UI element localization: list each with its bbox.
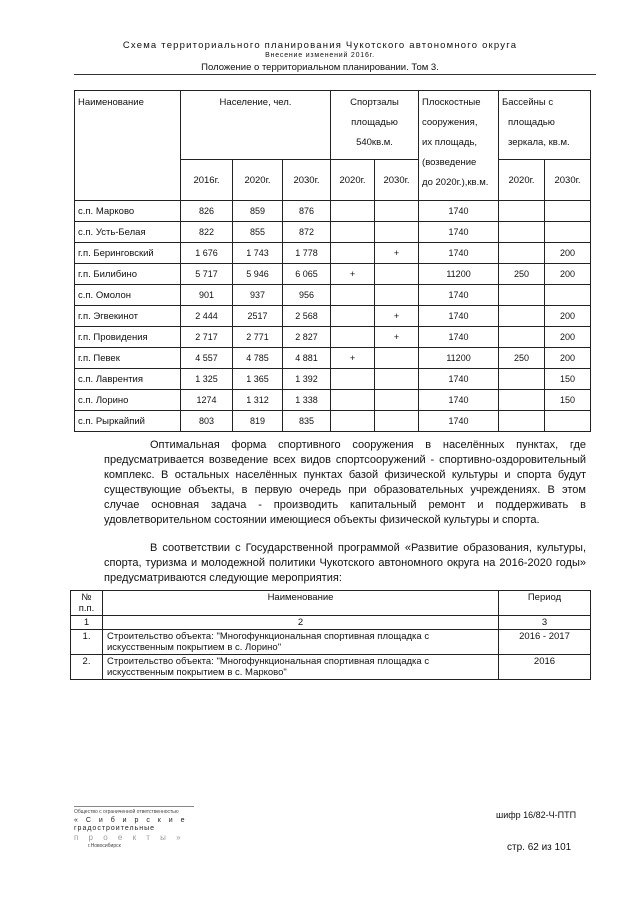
- header-pools: Бассейны с площадью зеркала, кв.м.: [499, 91, 591, 160]
- paragraph-state-program: В соответствии с Государственной программой «Развитие образования, культуры, спорта, туризма и молодежной политики Чукотского автономного округа на 2016-2020 годы» предусматриваются следующие мероприятия:: [104, 542, 586, 584]
- table-row: [75, 243, 591, 264]
- row-name: Строительство объекта: "Многофункциональная спортивная площадка с искусственным покрытием в с. Лорино": [103, 630, 499, 655]
- cell-flat: 1740: [419, 201, 499, 222]
- cell-pool2020: [499, 306, 545, 327]
- cell-pool2020: 250: [499, 348, 545, 369]
- header-pool-2030: 2030г.: [545, 160, 591, 201]
- header-gym-2020: 2020г.: [331, 160, 375, 201]
- paragraph-optimal-form: Оптимальная форма спортивного сооружения в населённых пунктах, где предусматривается возведение всех видов спортсооружений - спортивно-оздоровительный комплекс. В остальных населённых пунктах базой физической культуры и спорта будут существующие объекты, в первую очередь при образовательных учреждениях. В этом случае основная задача - производить капитальный ремонт и поддерживать в удовлетворительном состоянии имеющиеся объекты физической культуры и спорта.: [104, 439, 586, 526]
- cell-g2030: [375, 222, 419, 243]
- header-2030: 2030г.: [283, 160, 331, 201]
- cell-flat: 1740: [419, 243, 499, 264]
- cell-g2030: +: [375, 243, 419, 264]
- cell-g2030: [375, 348, 419, 369]
- cell-pool2020: [499, 201, 545, 222]
- cell-p2016: 2 717: [181, 327, 233, 348]
- cell-name: г.п. Певек: [75, 348, 181, 369]
- cell-name: с.п. Усть-Белая: [75, 222, 181, 243]
- cell-pool2020: 250: [499, 264, 545, 285]
- cell-p2030: 1 338: [283, 390, 331, 411]
- table-row: [75, 390, 591, 411]
- cell-flat: 11200: [419, 264, 499, 285]
- cell-p2020: 1 312: [233, 390, 283, 411]
- table-row: [75, 264, 591, 285]
- cell-g2020: [331, 369, 375, 390]
- cell-flat: 1740: [419, 285, 499, 306]
- cell-flat: 1740: [419, 411, 499, 432]
- header-pool-2020: 2020г.: [499, 160, 545, 201]
- cell-p2020: 855: [233, 222, 283, 243]
- cell-g2030: [375, 411, 419, 432]
- row-period: 2016 - 2017: [499, 630, 591, 655]
- cell-name: г.п. Билибино: [75, 264, 181, 285]
- index-3: 3: [499, 616, 591, 630]
- table-row: [75, 285, 591, 306]
- cell-g2030: [375, 201, 419, 222]
- cell-pool2030: 200: [545, 348, 591, 369]
- cell-flat: 1740: [419, 369, 499, 390]
- row-period: 2016: [499, 655, 591, 680]
- table-row: [75, 327, 591, 348]
- cell-g2020: [331, 390, 375, 411]
- header-divider: [74, 74, 596, 75]
- cell-pool2020: [499, 285, 545, 306]
- index-2: 2: [103, 616, 499, 630]
- header-gyms: Спортзалы площадью 540кв.м.: [331, 91, 419, 160]
- cell-p2030: 876: [283, 201, 331, 222]
- cell-pool2020: [499, 243, 545, 264]
- cell-pool2030: 200: [545, 264, 591, 285]
- cell-name: с.п. Лаврентия: [75, 369, 181, 390]
- cell-name: г.п. Провидения: [75, 327, 181, 348]
- cell-pool2030: [545, 222, 591, 243]
- cell-g2020: [331, 285, 375, 306]
- cell-p2016: 1 325: [181, 369, 233, 390]
- cell-pool2030: [545, 411, 591, 432]
- cell-pool2020: [499, 390, 545, 411]
- cell-g2030: [375, 369, 419, 390]
- cell-name: г.п. Беринговский: [75, 243, 181, 264]
- cell-pool2030: 200: [545, 327, 591, 348]
- table-row: [75, 306, 591, 327]
- page-number: стр. 62 из 101: [507, 842, 572, 853]
- cell-g2020: [331, 222, 375, 243]
- cell-p2020: 4 785: [233, 348, 283, 369]
- header-num: № п.п.: [71, 591, 103, 616]
- table-row: [75, 201, 591, 222]
- cell-p2030: 1 778: [283, 243, 331, 264]
- cell-name: с.п. Лорино: [75, 390, 181, 411]
- cell-g2020: [331, 243, 375, 264]
- sports-facilities-table: [74, 90, 591, 432]
- header-population: Население, чел.: [181, 91, 331, 160]
- measures-header-row: [71, 591, 591, 616]
- cell-g2020: [331, 411, 375, 432]
- cell-p2020: 5 946: [233, 264, 283, 285]
- table-header-row: [75, 91, 591, 160]
- row-name: Строительство объекта: "Многофункциональная спортивная площадка с искусственным покрытием в с. Марково": [103, 655, 499, 680]
- cell-p2016: 1274: [181, 390, 233, 411]
- cell-flat: 11200: [419, 348, 499, 369]
- table-row: [75, 369, 591, 390]
- cell-g2030: [375, 264, 419, 285]
- cell-p2016: 803: [181, 411, 233, 432]
- cell-g2020: [331, 201, 375, 222]
- cell-pool2020: [499, 369, 545, 390]
- header-gym-2030: 2030г.: [375, 160, 419, 201]
- cell-p2016: 822: [181, 222, 233, 243]
- cell-flat: 1740: [419, 327, 499, 348]
- cell-p2030: 4 881: [283, 348, 331, 369]
- cell-p2020: 2 771: [233, 327, 283, 348]
- cell-pool2030: 150: [545, 369, 591, 390]
- header-2020: 2020г.: [233, 160, 283, 201]
- header-2016: 2016г.: [181, 160, 233, 201]
- cell-name: с.п. Марково: [75, 201, 181, 222]
- cell-pool2020: [499, 222, 545, 243]
- cell-p2020: 2517: [233, 306, 283, 327]
- cell-p2020: 1 743: [233, 243, 283, 264]
- measures-table: [70, 590, 591, 680]
- cell-p2020: 819: [233, 411, 283, 432]
- cell-p2016: 4 557: [181, 348, 233, 369]
- cell-pool2030: 200: [545, 243, 591, 264]
- document-title: Схема территориального планирования Чукотского автономного округа: [122, 40, 518, 51]
- document-code: шифр 16/82-Ч-ПТП: [496, 810, 577, 820]
- document-section: Положение о территориальном планировании. Том 3.: [201, 62, 439, 73]
- cell-p2016: 901: [181, 285, 233, 306]
- header-flat-structures: Плоскостные сооружения, их площадь, (возведение до 2020г.),кв.м.: [419, 91, 499, 201]
- row-num: 2.: [71, 655, 103, 680]
- table-row: [71, 630, 591, 655]
- cell-pool2020: [499, 411, 545, 432]
- cell-pool2030: 150: [545, 390, 591, 411]
- cell-flat: 1740: [419, 222, 499, 243]
- cell-name: с.п. Рыркайпий: [75, 411, 181, 432]
- cell-pool2020: [499, 327, 545, 348]
- cell-p2030: 2 568: [283, 306, 331, 327]
- index-1: 1: [71, 616, 103, 630]
- cell-g2030: [375, 285, 419, 306]
- cell-name: г.п. Эгвекинот: [75, 306, 181, 327]
- cell-pool2030: 200: [545, 306, 591, 327]
- cell-p2030: 956: [283, 285, 331, 306]
- cell-p2020: 1 365: [233, 369, 283, 390]
- cell-g2020: +: [331, 348, 375, 369]
- table-row: [71, 655, 591, 680]
- cell-p2016: 826: [181, 201, 233, 222]
- cell-name: с.п. Омолон: [75, 285, 181, 306]
- cell-g2020: [331, 306, 375, 327]
- cell-p2020: 937: [233, 285, 283, 306]
- company-logo: Общество с ограниченной ответственностью « С и б и р с к и е градостроительные п р о е к т ы » г.Новосибирск: [74, 806, 194, 851]
- cell-p2030: 1 392: [283, 369, 331, 390]
- cell-p2030: 2 827: [283, 327, 331, 348]
- cell-g2030: +: [375, 306, 419, 327]
- cell-pool2030: [545, 201, 591, 222]
- table-row: [75, 222, 591, 243]
- table-row: [75, 348, 591, 369]
- document-subtitle: Внесение изменений 2016г.: [265, 52, 375, 59]
- cell-p2020: 859: [233, 201, 283, 222]
- cell-flat: 1740: [419, 390, 499, 411]
- header-name: Наименование: [75, 91, 181, 201]
- cell-p2030: 6 065: [283, 264, 331, 285]
- header-period: Период: [499, 591, 591, 616]
- cell-p2016: 1 676: [181, 243, 233, 264]
- cell-p2030: 835: [283, 411, 331, 432]
- cell-pool2030: [545, 285, 591, 306]
- cell-flat: 1740: [419, 306, 499, 327]
- cell-g2020: +: [331, 264, 375, 285]
- row-num: 1.: [71, 630, 103, 655]
- cell-g2030: +: [375, 327, 419, 348]
- cell-p2016: 2 444: [181, 306, 233, 327]
- measures-index-row: [71, 616, 591, 630]
- header-measure-name: Наименование: [103, 591, 499, 616]
- cell-g2030: [375, 390, 419, 411]
- cell-g2020: [331, 327, 375, 348]
- table-row: [75, 411, 591, 432]
- cell-p2030: 872: [283, 222, 331, 243]
- cell-p2016: 5 717: [181, 264, 233, 285]
